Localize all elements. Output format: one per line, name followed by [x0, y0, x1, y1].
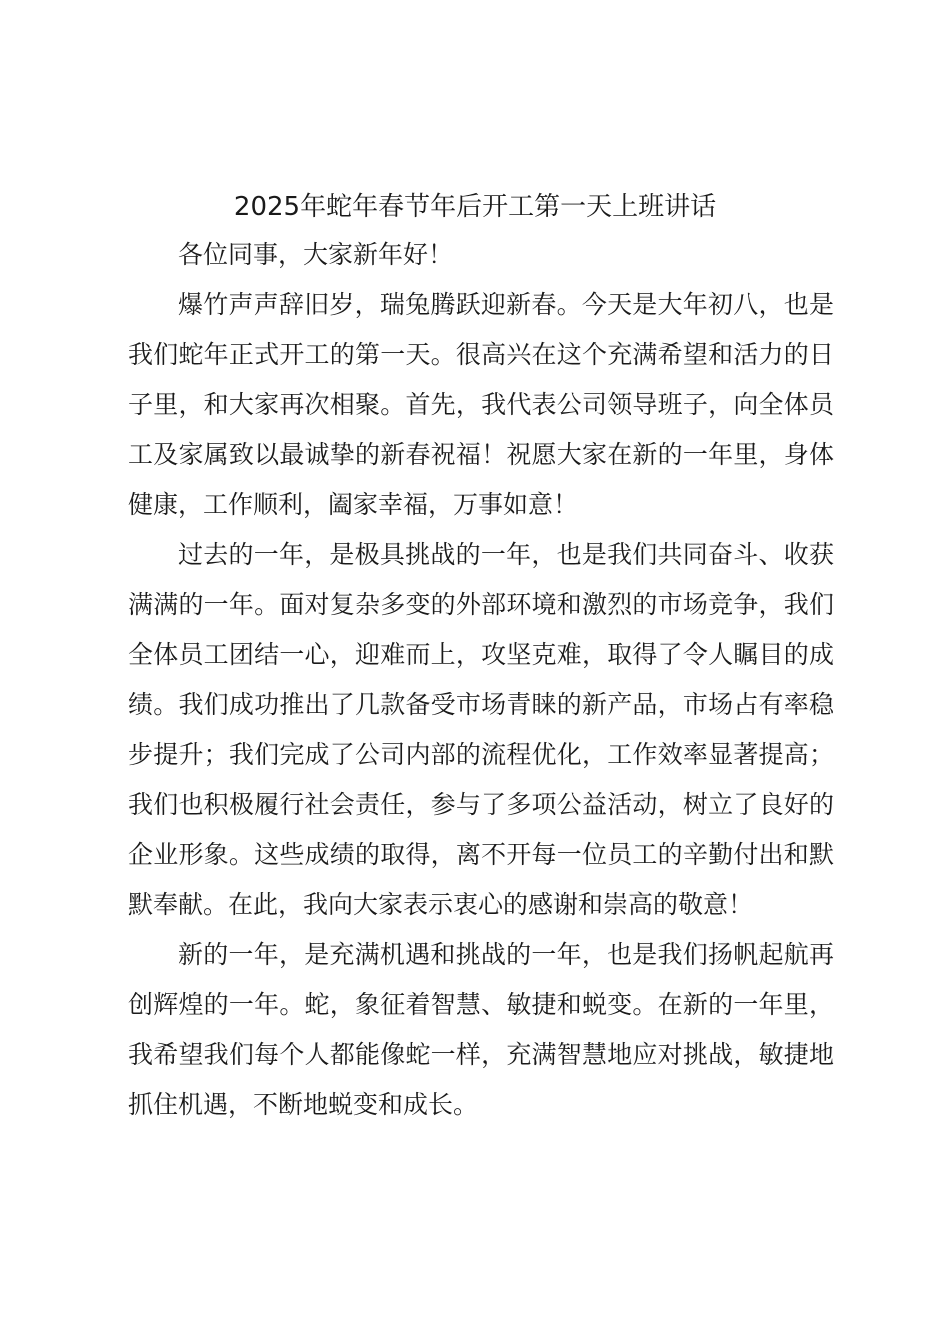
paragraph-3: 新的一年，是充满机遇和挑战的一年，也是我们扬帆起航再创辉煌的一年。蛇，象征着智慧、敏捷和蜕变。在新的一年里，我希望我们每个人都能像蛇一样，充满智慧地应对挑战，敏捷地抓住机遇，不断地蜕变和成长。 — [128, 940, 834, 1119]
greeting: 各位同事，大家新年好！ — [178, 240, 454, 269]
paragraph-1: 爆竹声声辞旧岁，瑞兔腾跃迎新春。今天是大年初八，也是我们蛇年正式开工的第一天。很高兴在这个充满希望和活力的日子里，和大家再次相聚。首先，我代表公司领导班子，向全体员工及家属致以最诚挚的新春祝福！祝愿大家在新的一年里，身体健康，工作顺利，阖家幸福，万事如意！ — [128, 290, 834, 519]
document-title: 2025年蛇年春节年后开工第一天上班讲话 — [233, 192, 717, 222]
document-body — [128, 230, 834, 1130]
paragraph-2: 过去的一年，是极具挑战的一年，也是我们共同奋斗、收获满满的一年。面对复杂多变的外部环境和激烈的市场竞争，我们全体员工团结一心，迎难而上，攻坚克难，取得了令人瞩目的成绩。我们成功推出了几款备受市场青睐的新产品，市场占有率稳步提升；我们完成了公司内部的流程优化，工作效率显著提高；我们也积极履行社会责任，参与了多项公益活动，树立了良好的企业形象。这些成绩的取得，离不开每一位员工的辛勤付出和默默奉献。在此，我向大家表示衷心的感谢和崇高的敬意！ — [128, 540, 834, 919]
